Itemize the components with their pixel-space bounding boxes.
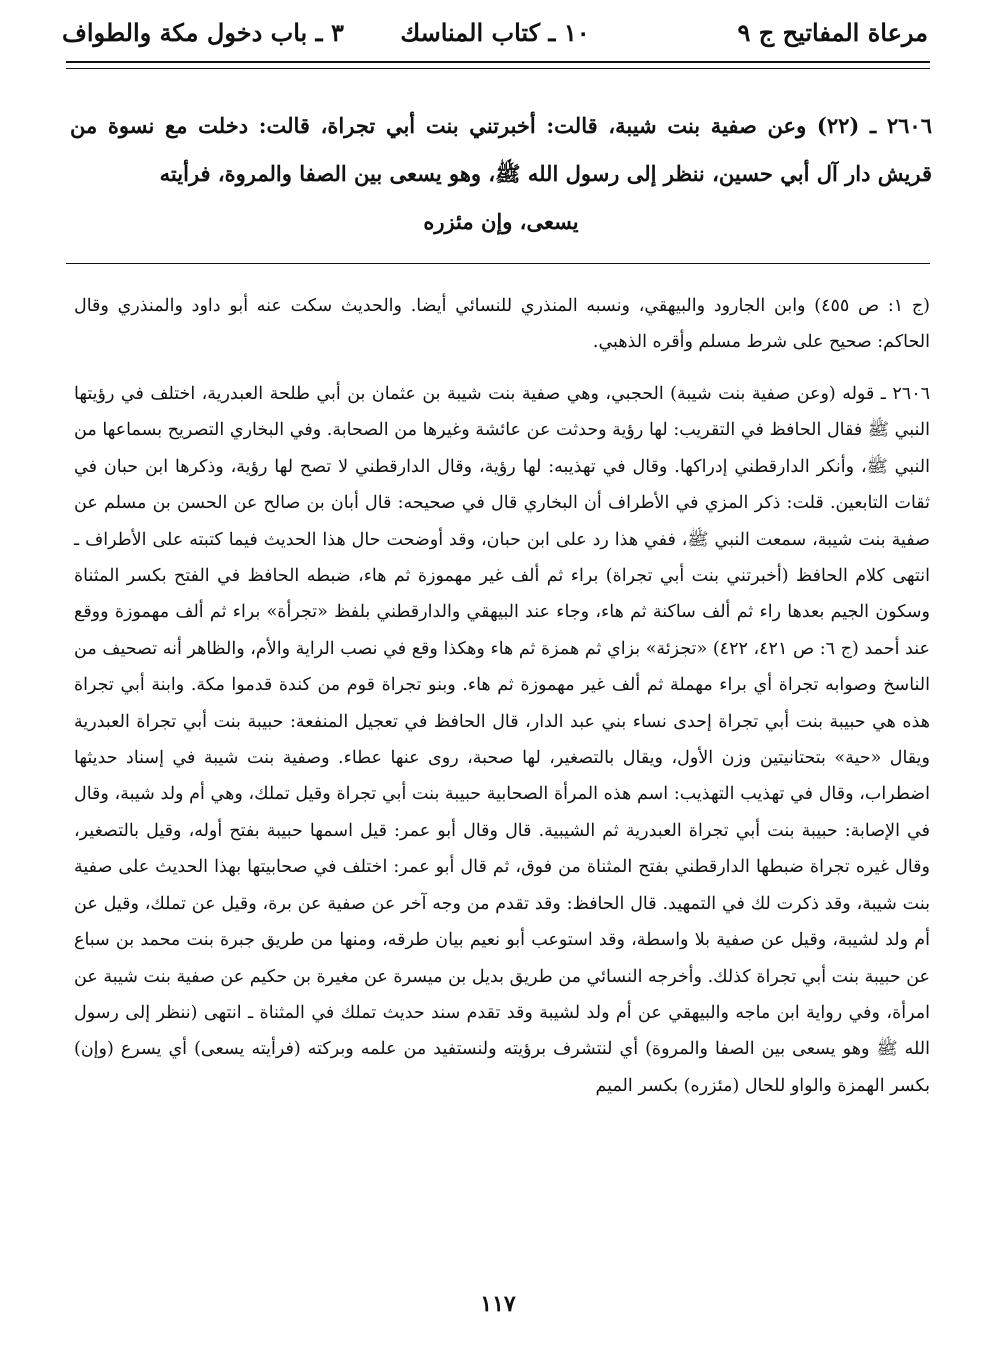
hadith-text [70, 102, 932, 246]
hadith-paragraph-end: يسعى، وإن مئزره [423, 209, 579, 234]
takhrij-note-text: (ج ١: ص ٤٥٥) وابن الجارود والبيهقي، ونسبه المنذري للنسائي أيضا. والحديث سكت عنه أبو داود والمنذري وقال الحاكم: صحيح على شرط مسلم وأقره الذهبي. [74, 296, 930, 352]
running-header [62, 18, 928, 58]
takhrij-note [74, 288, 930, 360]
footnote-rule [66, 263, 930, 264]
hadith-paragraph: ٢٦٠٦ ـ (٢٢) وعن صفية بنت شيبة، قالت: أخبرتني بنت أبي تجراة، قالت: دخلت مع نسوة من قريش دار آل أبي حسين، ننظر إلى رسول الله ﷺ، وهو يسعى بين الصفا والمروة، فرأيته [70, 113, 932, 186]
chapter-title: ٣ ـ باب دخول مكة والطواف [62, 18, 344, 47]
header-rule [66, 61, 930, 69]
commentary-text: ٢٦٠٦ ـ قوله (وعن صفية بنت شيبة) الحجبي، وهي صفية بنت شيبة بن عثمان بن أبي طلحة العبدرية، اختلف في رؤيتها النبي ﷺ فقال الحافظ في التقريب: لها رؤية وحدثت عن عائشة وغيرها من الصحابة. وفي البخاري التصريح بسماعها من النبي ﷺ، وأنكر الدارقطني إدراكها. وقال في تهذيبه: لها رؤية، وقال الدارقطني لا تصح لها رؤية، وذكرها ابن حبان في ثقات التابعين. قلت: ذكر المزي في الأطراف أن البخاري قال في صحيحه: قال أبان بن صالح عن الحسن بن مسلم عن صفية بنت شيبة، سمعت النبي ﷺ، ففي هذا رد على ابن حبان، وقد أوضحت حال هذا الحديث فيما كتبته على الأطراف ـ انتهى كلام الحافظ (أخبرتني بنت أبي تجراة) براء ثم ألف غير مهموزة ثم هاء، ضبطه الحافظ في الفتح بكسر المثناة وسكون الجيم بعدها راء ثم ألف ساكنة ثم هاء، وجاء عند البيهقي والدارقطني بلفظ «تجرأة» براء ثم ألف مهموزة ووقع عند أحمد (ج ٦: ص ٤٢١، ٤٢٢) «تجزئة» بزاي ثم همزة ثم هاء وهكذا وقع في نصب الراية والأم، والظاهر أنه تصحيف من الناسخ وصوابه تجراة أي براء مهملة ثم ألف غير مهموزة ثم هاء. وبنو تجراة قوم من كندة قدموا مكة. وابنة أبي تجراة هذه هي حبيبة بنت أبي تجراة إحدى نساء بني عبد الدار، قال الحافظ في تعجيل المنفعة: حبيبة بنت أبي تجراة العبدرية ويقال «حية» بتحتانيتين وزن الأول، ويقال بالتصغير، لها صحبة، روى عنها عطاء. وصفية بنت شيبة في إسناد حديثها اضطراب، وقال في تهذيب التهذيب: اسم هذه المرأة الصحابية حبيبة بنت أبي تجراة وقيل تملك، وهي أم ولد شيبة، وقال في الإصابة: حبيبة بنت أبي تجراة العبدرية ثم الشيبية. قال وقال أبو عمر: قيل اسمها حبيبة بفتح أوله، وقيل بالتصغير، وقال غيره تجراة ضبطها الدارقطني بفتح المثناة من فوق، ثم قال أبو عمر: اختلف في صحابيتها بهذا الحديث على صفية بنت شيبة، وقد ذكرت لك في التمهيد. قال الحافظ: وقد تقدم من وجه آخر عن صفية عن برة، وقيل عن تملك، وقيل عن أم ولد لشيبة، وقيل عن صفية بلا واسطة، وقد استوعب أبو نعيم بيان طرقه، ومنها من طريق جبرة بنت محمد بن سباع عن حبيبة بنت أبي تجراة كذلك. وأخرجه النسائي من طريق بديل بن ميسرة عن مغيرة بن حكيم عن صفية بنت شيبة عن امرأة، وفي رواية ابن ماجه والبيهقي عن أم ولد لشيبة وقد تقدم سند حديث تملك في المثناة ـ انتهى (ننظر إلى رسول الله ﷺ وهو يسعى بين الصفا والمروة) أي لنتشرف برؤيته ولنستفيد من علمه وبركته (فرأيته يسعى) أي يسرع (وإن) بكسر الهمزة والواو للحال (مئزره) بكسر الميم [74, 384, 930, 1096]
section-title: ١٠ ـ كتاب المناسك [400, 18, 590, 47]
commentary [74, 376, 930, 1104]
page-number: ١١٧ [480, 1291, 516, 1317]
book-title: مرعاة المفاتيح ج ٩ [737, 18, 928, 47]
